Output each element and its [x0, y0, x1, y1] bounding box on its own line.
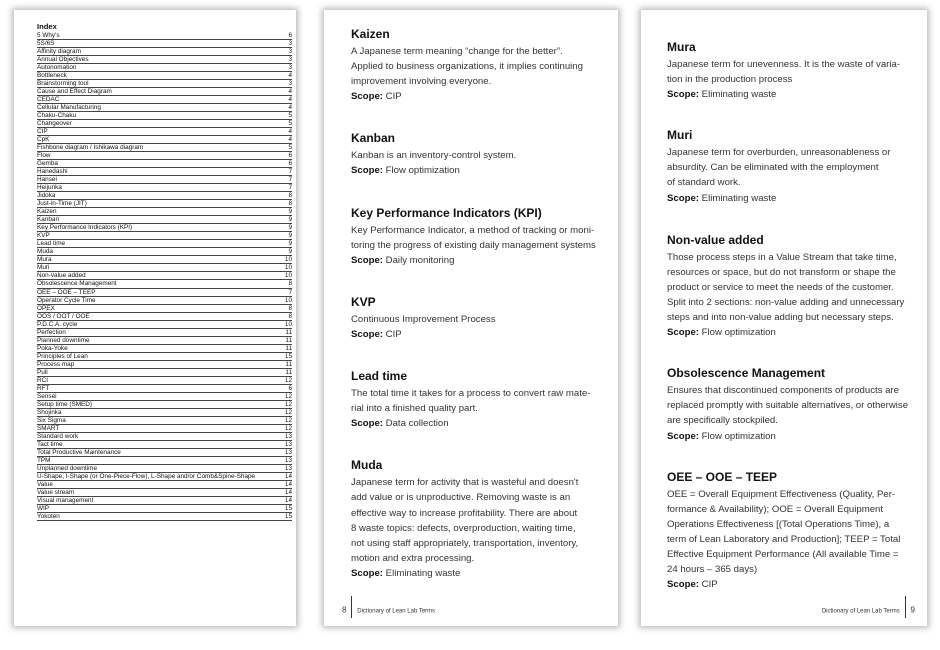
definition-line: improvement involving everyone. [351, 76, 492, 88]
index-page-number: 9 [288, 216, 292, 224]
index-term: Hanedashi [37, 168, 68, 176]
entry-term: OEE – OOE – TEEP [667, 469, 778, 484]
index-page-number: 10 [284, 320, 292, 328]
definition-line: Split into 2 sections: non-value adding and unnecessary [667, 296, 905, 308]
index-page-number: 11 [285, 344, 292, 352]
dictionary-entry [351, 130, 601, 178]
index-page-number: 15 [284, 512, 292, 520]
dictionary-entry [351, 457, 601, 581]
index-row [37, 385, 292, 393]
index-row [37, 473, 292, 481]
index-page-number: 6 [288, 160, 292, 168]
definition-line: Applied to business organizations, it implies continuing [351, 61, 583, 73]
index-row [37, 289, 292, 297]
index-row [37, 345, 292, 353]
index-row [37, 417, 292, 425]
index-term: Obsolescence Management [37, 280, 117, 288]
index-row [37, 457, 292, 465]
footer-divider [351, 596, 352, 618]
right-dictionary-page [641, 10, 927, 626]
entry-term: Kanban [351, 131, 396, 146]
index-row [37, 120, 292, 128]
index-page-number: 3 [288, 64, 292, 72]
dictionary-entry [667, 469, 917, 593]
index-row [37, 305, 292, 313]
index-term: OOS / OOT / OOE [37, 312, 90, 320]
index-term: Kaizen [37, 208, 57, 216]
index-term: Standard work [37, 432, 79, 440]
index-term: Kanban [37, 216, 60, 224]
index-term: Lead time [37, 240, 66, 248]
entry-term: Non-value added [667, 232, 764, 247]
index-page-number: 3 [288, 48, 292, 56]
index-term: Unplanned downtime [37, 464, 98, 472]
index-page-number: 3 [288, 80, 292, 88]
scope-label: Scope: [351, 91, 383, 103]
index-row [37, 168, 292, 176]
index-row [37, 72, 292, 80]
index-page-number: 14 [284, 488, 292, 496]
index-term: Chaku-Chaku [37, 112, 77, 120]
index-term: Affinity diagram [37, 48, 81, 56]
index-row [37, 104, 292, 112]
entry-term: Muri [667, 128, 693, 143]
index-page-number: 13 [284, 440, 292, 448]
index-row [37, 489, 292, 497]
definition-line: replaced promptly with suitable alternatives, or otherwise [667, 400, 909, 412]
index-page-number: 4 [288, 72, 292, 80]
entry-definition [351, 223, 601, 253]
dictionary-entry [667, 232, 917, 341]
index-row [37, 128, 292, 136]
entry-definition [667, 57, 917, 87]
index-term: Muri [37, 264, 50, 272]
index-row [37, 152, 292, 160]
index-page-number: 12 [284, 392, 292, 400]
index-row [37, 224, 292, 232]
entry-scope [667, 87, 917, 102]
index-row [37, 40, 292, 48]
index-row [37, 321, 292, 329]
dictionary-entry [667, 365, 917, 443]
entry-definition [667, 145, 917, 190]
entry-definition [351, 386, 601, 416]
index-term: Planned downtime [37, 336, 90, 344]
scope-label: Scope: [351, 567, 383, 579]
definition-line: tion in the production process [667, 74, 793, 86]
index-row [37, 144, 292, 152]
index-page-number: 12 [284, 400, 292, 408]
left-entries [351, 26, 601, 581]
index-term: Setup time (SMED) [37, 400, 93, 408]
index-term: Cellular Manufacturing [37, 104, 101, 112]
index-page-number: 5 [288, 112, 292, 120]
index-page-number: 9 [288, 232, 292, 240]
index-page-number: 12 [284, 424, 292, 432]
index-row [37, 409, 292, 417]
definition-line: motion and extra processing. [351, 552, 475, 564]
right-entries [667, 39, 917, 592]
entry-scope [667, 577, 917, 592]
index-row [37, 208, 292, 216]
index-page-number: 15 [284, 352, 292, 360]
index-row [37, 184, 292, 192]
index-row [37, 232, 292, 240]
entry-scope [351, 253, 601, 268]
entry-scope [351, 89, 601, 104]
index-term: RCI [37, 376, 49, 384]
index-term: U-Shape, I-Shape (or One-Piece-Flow), L-Shape and/or Comb&Spine-Shape [37, 472, 256, 480]
definition-line: Japanese term for unevenness. It is the waste of varia- [667, 59, 901, 70]
index-term: Annual Objectives [37, 56, 89, 64]
index-term: Gemba [37, 160, 58, 168]
entry-term: Kaizen [351, 27, 390, 41]
scope-value: Eliminating waste [701, 89, 777, 101]
index-row [37, 272, 292, 280]
index-page-number: 4 [288, 128, 292, 136]
right-page-number: 9 [910, 605, 915, 615]
definition-line: 24 hours – 365 days) [667, 564, 758, 576]
index-term: Shojinka [37, 408, 62, 416]
index-row [37, 433, 292, 441]
index-row [37, 377, 292, 385]
index-page-number: 8 [288, 312, 292, 320]
index-row [37, 337, 292, 345]
index-row [37, 313, 292, 321]
index-page-number: 13 [284, 456, 292, 464]
index-row [37, 64, 292, 72]
index-page-number: 9 [288, 208, 292, 216]
index-page-number: 7 [288, 176, 292, 184]
index-term: TPM [37, 456, 51, 464]
scope-label: Scope: [667, 192, 699, 204]
dictionary-entry [667, 39, 917, 102]
right-footer [821, 600, 915, 615]
index-row [37, 112, 292, 120]
definition-line: formance & Availability); OOE = Overall Equipment [667, 503, 884, 515]
index-row [37, 160, 292, 168]
index-term: Just-in-Time (JIT) [37, 200, 87, 208]
index-row [37, 48, 292, 56]
index-row [37, 393, 292, 401]
index-row [37, 256, 292, 264]
index-row [37, 216, 292, 224]
index-row [37, 248, 292, 256]
entry-definition [351, 312, 601, 327]
definition-line: term of Lean Laboratory and Production]; TEEP = Total [667, 533, 901, 545]
scope-label: Scope: [351, 328, 383, 340]
index-page-number: 12 [284, 416, 292, 424]
entry-scope [351, 566, 601, 581]
scope-label: Scope: [667, 327, 699, 339]
index-page-number: 11 [285, 360, 292, 368]
index-term: Flow [37, 152, 51, 160]
index-term: Hansei [37, 176, 57, 184]
index-term: Tact time [37, 440, 63, 448]
entry-term: Mura [667, 40, 696, 54]
index-page-number: 5 [288, 144, 292, 152]
entry-definition [351, 148, 601, 163]
index-row [37, 200, 292, 208]
definition-line: 8 waste topics: defects, overproduction, waiting time, [351, 522, 576, 534]
dictionary-entry [351, 294, 601, 342]
scope-label: Scope: [667, 430, 699, 442]
index-term: CEDAC [37, 96, 60, 104]
entry-definition [667, 383, 917, 428]
entry-scope [667, 325, 917, 340]
index-term: Operator Cycle Time [37, 296, 96, 304]
index-term: KVP [37, 232, 50, 240]
index-row [37, 96, 292, 104]
index-page-number: 6 [288, 152, 292, 160]
index-term: Fishbone diagram / Ishikawa diagram [37, 144, 144, 152]
index-term: Perfection [37, 328, 66, 336]
index-page-number: 4 [288, 104, 292, 112]
left-footer-title: Dictionary of Lean Lab Terms [357, 608, 436, 615]
index-page-number: 13 [284, 464, 292, 472]
index-page-number: 8 [288, 304, 292, 312]
index-page-number: 8 [288, 200, 292, 208]
index-term: Value [37, 480, 53, 488]
index-term: OPEX [37, 304, 55, 312]
entry-scope [667, 191, 917, 206]
definition-line: effective way to increase profitability. There are about [351, 507, 578, 519]
dictionary-entry [667, 127, 917, 205]
index-title: Index [37, 22, 57, 31]
index-page-number: 8 [288, 192, 292, 200]
definition-line: are specifically stockpiled. [667, 415, 778, 427]
scope-value: Eliminating waste [701, 192, 777, 204]
index-page-number: 10 [284, 296, 292, 304]
index-page-number: 6 [288, 384, 292, 392]
index-page-number: 4 [288, 96, 292, 104]
index-row [37, 425, 292, 433]
index-page-number: 10 [284, 264, 292, 272]
index-term: Total Productive Maintenance [37, 448, 121, 456]
index-page-number: 6 [288, 32, 292, 39]
index-term: SMART [37, 424, 60, 432]
scope-value: Daily monitoring [385, 254, 455, 266]
left-footer [342, 600, 436, 615]
index-term: Changeover [37, 120, 72, 128]
entry-scope [351, 163, 601, 178]
index-row [37, 329, 292, 337]
definition-line: toring the progress of existing daily management systems [351, 239, 596, 251]
index-row [37, 297, 292, 305]
index-term: Principles of Lean [37, 352, 88, 360]
index-term: Process map [37, 360, 75, 368]
index-term: OEE – OOE – TEEP [37, 288, 96, 296]
index-term: Poka-Yoke [37, 344, 68, 352]
index-row [37, 176, 292, 184]
index-page-number: 14 [284, 496, 292, 504]
definition-line: Operations Effectiveness [(Total Operations Time), a [667, 518, 890, 530]
dictionary-entry [351, 205, 601, 268]
scope-value: Flow optimization [701, 430, 776, 442]
index-term: Brainstorming tool [37, 80, 89, 88]
index-page-number: 13 [284, 432, 292, 440]
index-row [37, 56, 292, 64]
index-page-number: 3 [288, 56, 292, 64]
index-page-number: 9 [288, 240, 292, 248]
dictionary-entry [351, 368, 601, 431]
index-page-number: 11 [285, 328, 292, 336]
scope-value: CIP [385, 328, 402, 340]
index-row [37, 513, 292, 521]
definition-line: Ensures that discontinued components of products are [667, 385, 899, 397]
index-row [37, 449, 292, 457]
index-term: P.D.C.A. cycle [37, 320, 78, 328]
index-term: Cause and Effect Diagram [37, 88, 112, 96]
index-list [37, 22, 292, 521]
index-page-number: 4 [288, 136, 292, 144]
entry-scope [351, 416, 601, 431]
scope-value: CIP [701, 579, 718, 591]
index-term: Mura [37, 256, 52, 264]
index-term: 5S/6S [37, 40, 55, 48]
index-page-number: 7 [288, 288, 292, 296]
index-page-number: 7 [288, 168, 292, 176]
scope-label: Scope: [351, 165, 383, 177]
definition-line: The total time it takes for a process to convert raw mate- [351, 388, 591, 400]
index-page-number: 3 [288, 40, 292, 48]
entry-term: KVP [351, 294, 376, 309]
definition-line: product or service to meet the needs of the customer. [667, 281, 894, 293]
left-dictionary-page [324, 10, 618, 626]
index-page-number: 11 [285, 368, 292, 376]
definition-line: resources or space, but do not transform or shape the [667, 266, 896, 278]
dictionary-entry [351, 26, 601, 104]
definition-line: A Japanese term meaning “change for the better”. [351, 46, 563, 57]
index-term: Non-value added [37, 272, 86, 280]
index-page-number: 9 [288, 248, 292, 256]
index-page-number: 7 [288, 184, 292, 192]
definition-line: Kanban is an inventory-control system. [351, 150, 517, 162]
scope-label: Scope: [351, 254, 383, 266]
index-page-number: 10 [284, 256, 292, 264]
scope-label: Scope: [667, 579, 699, 591]
footer-divider [905, 596, 906, 618]
definition-line: Effective Equipment Performance (All available Time = [667, 548, 899, 560]
left-page-number: 8 [342, 605, 347, 615]
index-row [37, 505, 292, 513]
scope-value: Eliminating waste [385, 567, 461, 579]
scope-label: Scope: [351, 418, 383, 430]
scope-value: Data collection [385, 418, 449, 430]
index-row [37, 481, 292, 489]
index-term: RFT [37, 384, 50, 392]
index-term: Muda [37, 248, 53, 256]
index-page-number: 8 [288, 280, 292, 288]
index-page-number: 12 [284, 408, 292, 416]
index-row [37, 192, 292, 200]
index-page-number: 4 [288, 88, 292, 96]
index-term: CIP [37, 128, 48, 136]
index-page-number: 9 [288, 224, 292, 232]
index-term: Value stream [37, 488, 75, 496]
definition-line: Continuous Improvement Process [351, 313, 496, 325]
index-row [37, 88, 292, 96]
index-row [37, 80, 292, 88]
definition-line: OEE = Overall Equipment Effectiveness (Quality, Per- [667, 488, 896, 500]
definition-line: of standard work. [667, 177, 741, 189]
index-row [37, 497, 292, 505]
scope-value: CIP [385, 91, 402, 103]
index-page-number: 10 [284, 272, 292, 280]
scope-value: Flow optimization [385, 165, 460, 177]
definition-line: steps and into non-value adding but necessary steps. [667, 312, 894, 324]
index-page-number: 13 [284, 448, 292, 456]
index-row [37, 441, 292, 449]
index-page-number: 14 [284, 480, 292, 488]
definition-line: Japanese term for activity that is wasteful and doesn't [351, 477, 579, 489]
index-row [37, 136, 292, 144]
index-term: 5 Why's [37, 32, 60, 39]
index-row [37, 353, 292, 361]
entry-definition [667, 487, 917, 578]
index-term: Jidoka [37, 192, 56, 200]
index-term: Visual management [37, 496, 94, 504]
index-page-number: 15 [284, 504, 292, 512]
entry-term: Muda [351, 458, 383, 473]
definition-line: Those process steps in a Value Stream that take time, [667, 251, 897, 263]
entry-scope [351, 327, 601, 342]
entry-definition [667, 250, 917, 325]
scope-label: Scope: [667, 89, 699, 101]
index-page-number: 12 [284, 376, 292, 384]
index-term: Yokoten [37, 512, 60, 520]
right-footer-title: Dictionary of Lean Lab Terms [821, 608, 900, 615]
entry-term: Obsolescence Management [667, 366, 826, 381]
index-row [37, 280, 292, 288]
definition-line: add value or is unproductive. Removing waste is an [351, 492, 571, 504]
index-term: Pull [37, 368, 48, 376]
definition-line: Key Performance Indicator, a method of tracking or moni- [351, 224, 595, 236]
index-row [37, 32, 292, 40]
entry-term: Key Performance Indicators (KPI) [351, 205, 542, 220]
index-page-number: 14 [284, 472, 292, 480]
index-row [37, 369, 292, 377]
index-page [14, 10, 296, 626]
definition-line: Japanese term for overburden, unreasonableness or [667, 147, 891, 159]
index-term: Autonomation [37, 64, 77, 72]
definition-line: absurdity. Can be eliminated with the employment [667, 162, 879, 174]
index-term: CpK [37, 136, 50, 144]
entry-definition [351, 475, 601, 566]
index-row [37, 240, 292, 248]
index-term: Heijunka [37, 184, 62, 192]
index-page-number: 5 [288, 120, 292, 128]
definition-line: rial into a finished quality part. [351, 403, 478, 415]
index-term: Sensei [37, 392, 57, 400]
index-term: Six Sigma [37, 416, 66, 424]
definition-line: not using staff appropriately, transportation, inventory, [351, 537, 579, 549]
index-term: Key Performance Indicators (KPI) [37, 224, 133, 232]
index-term: Bottleneck [37, 72, 67, 80]
index-term: WIP [37, 504, 50, 512]
entry-definition [351, 44, 601, 89]
index-page-number: 11 [285, 336, 292, 344]
index-row [37, 361, 292, 369]
entry-term: Lead time [351, 369, 408, 384]
scope-value: Flow optimization [701, 327, 776, 339]
index-row [37, 264, 292, 272]
index-row [37, 401, 292, 409]
entry-scope [667, 429, 917, 444]
index-row [37, 465, 292, 473]
